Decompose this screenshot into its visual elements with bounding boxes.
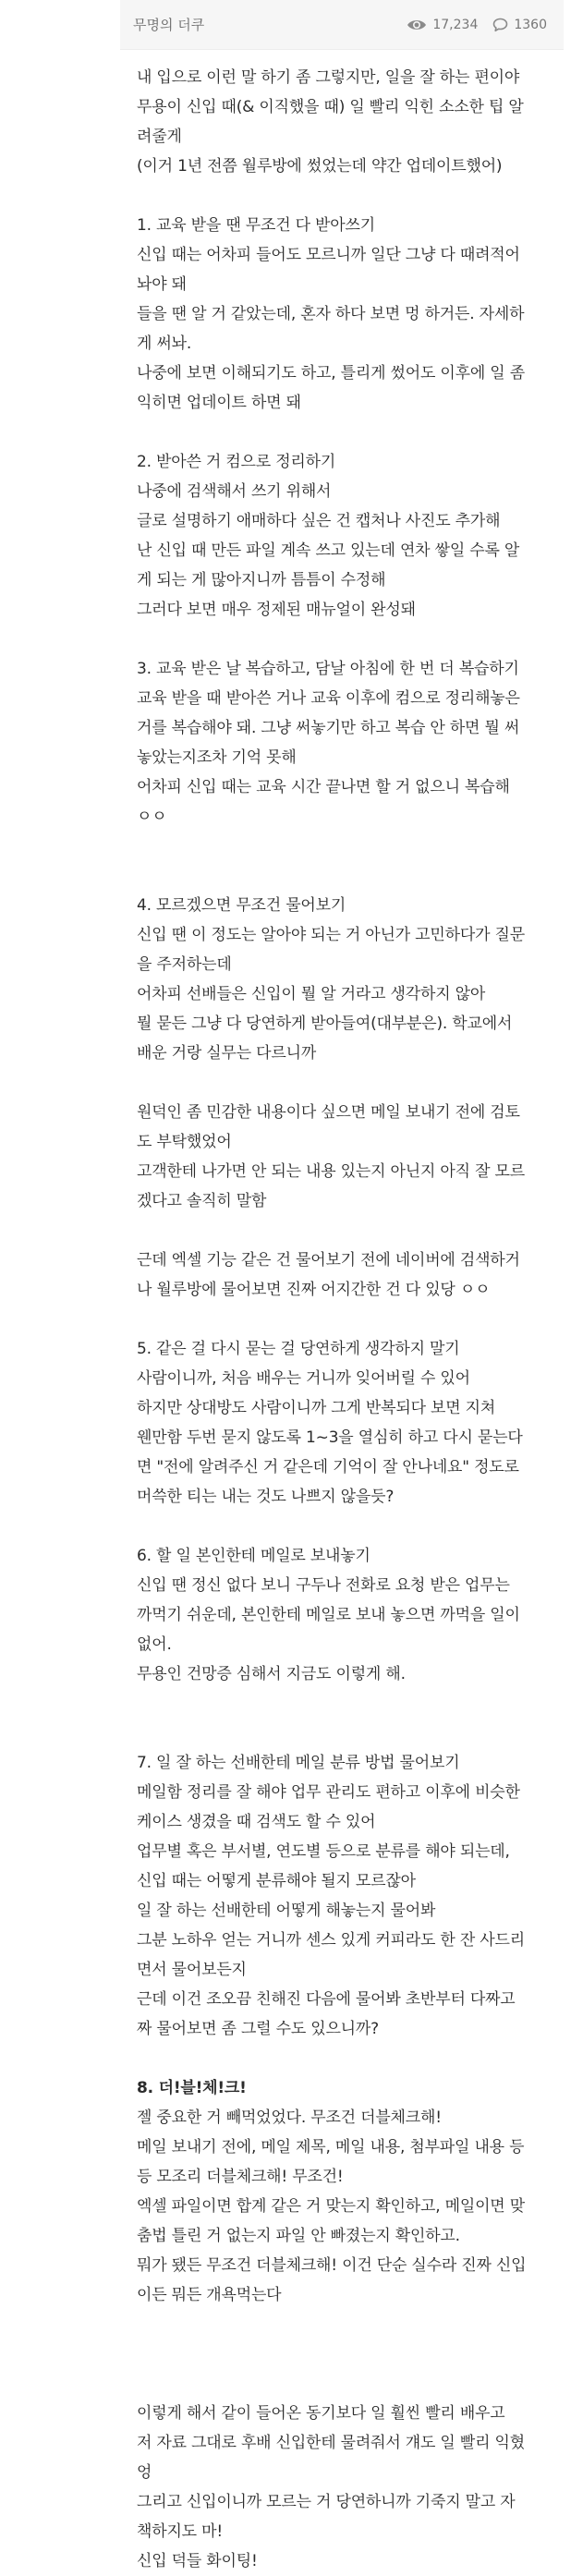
post-text-line: 케이스 생겼을 때 검색도 할 수 있어: [137, 1813, 376, 1831]
author-name[interactable]: 무명의 더쿠: [133, 17, 205, 33]
post-text-line: 그분 노하우 얻는 거니까 센스 있게 커피라도 한 잔 사드리: [137, 1931, 525, 1950]
post-text-line: (이거 1년 전쯤 월루방에 썼었는데 약간 업데이트했어): [137, 157, 503, 176]
section-heading: 8. 더!블!체!크!: [137, 2079, 247, 2097]
post-text-line: 젤 중요한 거 빼먹었었다. 무조건 더블체크해!: [137, 2108, 442, 2127]
view-count: 17,234: [432, 17, 479, 32]
post-text-line: 그러다 보면 매우 정제된 매뉴얼이 완성돼: [137, 601, 416, 619]
post-text-line: 메일함 정리를 잘 해야 업무 관리도 편하고 이후에 비슷한: [137, 1783, 520, 1802]
post-text-line: 나중에 보면 이해되기도 하고, 틀리게 썼어도 이후에 일 좀: [137, 364, 525, 383]
post-text-line: 신입 땐 정신 없다 보니 구두나 전화로 요청 받은 업무는: [137, 1576, 510, 1595]
post-header: [120, 0, 564, 50]
post-text-line: 3. 교육 받은 날 복습하고, 담날 아침에 한 번 더 복습하기: [137, 660, 519, 678]
post-text-line: 면서 물어보든지: [137, 1961, 247, 1979]
post-text-line: 근데 이건 조오끔 친해진 다음에 물어봐 초반부터 다짜고: [137, 1990, 516, 2009]
view-count-group: [407, 18, 478, 32]
post-text-line: 엑셀 파일이면 합계 같은 거 맞는지 확인하고, 메일이면 맞: [137, 2197, 525, 2216]
blank-line: [137, 1216, 562, 1245]
post-text-line: 을 주저하는데: [137, 955, 232, 974]
post-text-line: 4. 모르겠으면 무조건 물어보기: [137, 896, 346, 915]
post-text-line: 근데 엑셀 기능 같은 건 물어보기 전에 네이버에 검색하거: [137, 1251, 520, 1270]
post-text-line: 면 "전에 알려주신 거 같은데 기억이 잘 안나네요" 정도로: [137, 1458, 519, 1476]
comment-count-group[interactable]: [492, 18, 547, 32]
post-text-line: 들을 땐 알 거 같았는데, 혼자 하다 보면 멍 하거든. 자세하: [137, 305, 525, 323]
blank-line: [137, 832, 562, 861]
post-text-line: 메일 보내기 전에, 메일 제목, 메일 내용, 첨부파일 내용 등: [137, 2138, 525, 2157]
post-text-line: 하지만 상대방도 사람이니까 그게 반복되다 보면 지쳐: [137, 1399, 496, 1417]
post-text-line: 뭐가 됐든 무조건 더블체크해! 이건 단순 실수라 진짜 신입: [137, 2256, 527, 2275]
post-text-line: 익히면 업데이트 하면 돼: [137, 394, 301, 412]
post-text-line: 엉: [137, 2463, 152, 2482]
post-text-line: 배운 거랑 실무는 다르니까: [137, 1044, 317, 1063]
post-text-line: 그리고 신입이니까 모르는 거 당연하니까 기죽지 말고 자: [137, 2493, 516, 2511]
post-text-line: 6. 할 일 본인한테 메일로 보내놓기: [137, 1547, 370, 1565]
post-text-line: 5. 같은 걸 다시 묻는 걸 당연하게 생각하지 말기: [137, 1340, 460, 1358]
post-text-line: 신입 때는 어차피 들어도 모르니까 일단 그냥 다 때려적어: [137, 246, 520, 264]
blank-line: [137, 1068, 562, 1098]
post-text-line: 머쓱한 티는 내는 것도 나쁘지 않을듯?: [137, 1488, 395, 1506]
post-text-line: 신입 때는 어떻게 분류해야 될지 모르잖아: [137, 1872, 416, 1890]
post-text-line: 저 자료 그대로 후배 신입한테 물려줘서 걔도 일 빨리 익혔: [137, 2434, 525, 2452]
blank-line: [137, 1689, 562, 1719]
blank-line: [137, 2044, 562, 2073]
post-text-line: 이든 뭐든 개욕먹는다: [137, 2286, 282, 2304]
blank-line: [137, 625, 562, 654]
post-text-line: 까먹기 쉬운데, 본인한테 메일로 보내 놓으면 까먹을 일이: [137, 1606, 520, 1624]
post-text-line: 도 부탁했었어: [137, 1133, 232, 1151]
post-text-line: 거를 복습해야 돼. 그냥 써놓기만 하고 복습 안 하면 뭘 써: [137, 719, 520, 737]
post-text-line: 려줄게: [137, 128, 182, 146]
post-text-line: 춤법 틀린 거 없는지 파일 안 빠졌는지 확인하고.: [137, 2227, 460, 2245]
blank-line: [137, 1305, 562, 1334]
post-text-line: 뭘 묻든 그냥 다 당연하게 받아들여(대부분은). 학교에서: [137, 1015, 513, 1033]
post-text-line: 등 모조리 더블체크해! 무조건!: [137, 2168, 344, 2186]
eye-icon: [407, 18, 427, 31]
comment-count: 1360: [514, 17, 547, 32]
post-text-line: 2. 받아쓴 거 컴으로 정리하기: [137, 453, 336, 471]
blank-line: [137, 1719, 562, 1748]
blank-line: [137, 418, 562, 447]
post-text-line: 무용이 신입 때(& 이직했을 때) 일 빨리 익힌 소소한 팁 알: [137, 98, 524, 116]
post-text-line: 7. 일 잘 하는 선배한테 메일 분류 방법 물어보기: [137, 1754, 460, 1772]
post-text-line: 업무별 혹은 부서별, 연도별 등으로 분류를 해야 되는데,: [137, 1842, 510, 1861]
post-text-line: 어차피 신입 때는 교육 시간 끝나면 할 거 없으니 복습해: [137, 778, 510, 796]
post-text-line: 난 신입 때 만든 파일 계속 쓰고 있는데 연차 쌓일 수록 알: [137, 541, 520, 560]
post-text-line: 짜 물어보면 좀 그럴 수도 있으니까?: [137, 2020, 379, 2038]
post-text-line: 신입 덕들 화이팅!: [137, 2552, 258, 2570]
speech-bubble-icon: [492, 18, 508, 32]
post-text-line: 놔야 돼: [137, 275, 187, 294]
post-text-line: 놓았는지조차 기억 못해: [137, 748, 297, 767]
post-text-line: 웬만함 두번 묻지 않도록 1~3을 열심히 하고 다시 묻는다: [137, 1428, 523, 1447]
post-text-line: 내 입으로 이런 말 하기 좀 그렇지만, 일을 잘 하는 편이야: [137, 68, 520, 87]
post-text-line: 나 월루방에 물어보면 진짜 어지간한 건 다 있당 ㅇㅇ: [137, 1281, 491, 1299]
blank-line: [137, 2369, 562, 2399]
post-text-line: 무용인 건망증 심해서 지금도 이렇게 해.: [137, 1665, 406, 1683]
post-text-line: 책하지도 마!: [137, 2522, 223, 2541]
post-text-line: 1. 교육 받을 땐 무조건 다 받아쓰기: [137, 216, 375, 235]
post-text-line: 원덕인 좀 민감한 내용이다 싶으면 메일 보내기 전에 검토: [137, 1103, 520, 1122]
post-text-line: 교육 받을 때 받아쓴 거나 교육 이후에 컴으로 정리해놓은: [137, 689, 520, 708]
post-stats: [407, 18, 547, 32]
blank-line: [137, 861, 562, 891]
post-text-line: 겠다고 솔직히 말함: [137, 1192, 267, 1210]
blank-line: [137, 181, 562, 211]
post-text-line: 사람이니까, 처음 배우는 거니까 잊어버릴 수 있어: [137, 1369, 470, 1388]
post-text-line: 글로 설명하기 애매하다 싶은 건 캡처나 사진도 추가해: [137, 512, 501, 530]
post-text-line: 나중에 검색해서 쓰기 위해서: [137, 482, 332, 501]
blank-line: [137, 2310, 562, 2339]
post-text-line: 어차피 선배들은 신입이 뭘 알 거라고 생각하지 않아: [137, 985, 486, 1003]
post-text-line: 일 잘 하는 선배한테 어떻게 해놓는지 물어봐: [137, 1902, 436, 1920]
blank-line: [137, 1512, 562, 1541]
post-body: [137, 63, 562, 2576]
post-text-line: ㅇㅇ: [137, 808, 167, 826]
post-text-line: 신입 땐 이 정도는 알아야 되는 거 아닌가 고민하다가 질문: [137, 926, 525, 944]
post-text-line: 게 써놔.: [137, 334, 192, 353]
blank-line: [137, 2339, 562, 2369]
post-text-line: 이렇게 해서 같이 들어온 동기보다 일 훨씬 빨리 배우고: [137, 2404, 505, 2423]
post-text-line: 없어.: [137, 1635, 172, 1654]
post-text-line: 게 되는 게 많아지니까 틈틈이 수정해: [137, 571, 386, 589]
post-text-line: 고객한테 나가면 안 되는 내용 있는지 아닌지 아직 잘 모르: [137, 1162, 525, 1181]
